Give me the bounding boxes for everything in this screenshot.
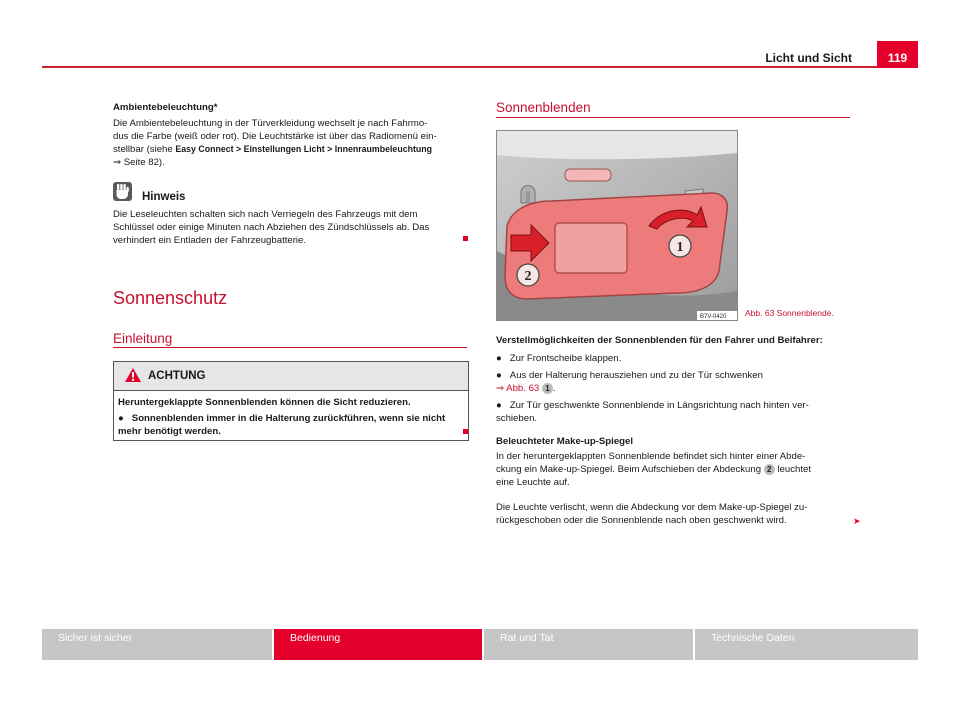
section-heading-sonnenschutz: Sonnenschutz	[113, 288, 228, 308]
mirror-para2-line-2: rückgeschoben oder die Sonnenblende nach oben geschwenkt wird.	[496, 515, 787, 526]
ambient-line-3	[113, 143, 432, 156]
footer-tab-technische-daten[interactable]	[695, 629, 918, 660]
footer-tab-label: Bedienung	[290, 632, 341, 644]
section-rule	[496, 117, 850, 118]
header-rule	[42, 66, 918, 68]
mirror-para2-line-1: Die Leuchte verlischt, wenn die Abdeckung vor dem Make-up-Spiegel zu-	[496, 502, 808, 513]
running-header-title: Licht und Sicht	[765, 51, 852, 65]
mirror-line-2-prefix: ckung ein Make-up-Spiegel. Beim Aufschieben der Abdeckung	[496, 464, 762, 475]
warning-line-2-text: Sonnenblenden immer in die Halterung zurückführen, wenn sie nicht	[131, 413, 446, 424]
warning-bullet: ●	[118, 413, 124, 424]
note-line-1: Die Leseleuchten schalten sich nach Verriegeln des Fahrzeugs mit dem	[113, 209, 418, 220]
footer-tab-label: Sicher ist sicher	[58, 632, 133, 644]
footer-tab-label: Rat und Tat	[500, 632, 554, 644]
subsection-rule	[113, 347, 467, 348]
bullet-marker: ●	[496, 370, 502, 381]
ambient-line-3-prefix: stellbar (siehe	[113, 144, 176, 155]
mirror-heading: Beleuchteter Make-up-Spiegel	[496, 436, 634, 447]
mirror-line-2-suffix: leuchtet	[774, 464, 812, 475]
subsection-heading-einleitung: Einleitung	[113, 331, 173, 346]
note-line-2: Schlüssel oder einige Minuten nach Abziehen des Zündschlüssels ab. Das	[113, 222, 430, 233]
mirror-line-1: In der heruntergeklappten Sonnenblende befindet sich hinter einer Abde-	[496, 451, 806, 462]
footer-tab-rat-und-tat[interactable]	[484, 629, 693, 660]
end-marker	[463, 429, 468, 434]
warning-line-1: Heruntergeklappte Sonnenblenden können die Sicht reduzieren.	[118, 397, 411, 408]
mirror-line-3: eine Leuchte auf.	[496, 477, 570, 488]
bullet-marker: ●	[496, 353, 502, 364]
callout-ref-2: 2	[764, 464, 775, 475]
figure-code: B7V-0420	[700, 314, 727, 320]
bullet-item-2-line-2	[496, 382, 556, 395]
adjust-heading: Verstellmöglichkeiten der Sonnenblenden für den Fahrer und Beifahrer:	[496, 335, 823, 346]
figure-sun-visor	[496, 130, 738, 321]
warning-box	[113, 361, 469, 441]
footer-tab-sicher[interactable]	[42, 629, 272, 660]
figure-caption: Abb. 63 Sonnenblende.	[745, 308, 834, 318]
end-marker	[463, 236, 468, 241]
bullet-item-3	[496, 399, 809, 412]
ambient-line-2: dus die Farbe (weiß oder rot). Die Leuchtstärke ist über das Radiomenü ein-	[113, 131, 437, 142]
menu-path: Easy Connect > Einstellungen Licht > Innenraumbeleuchtung	[175, 144, 433, 154]
footer-tab-label: Technische Daten	[711, 632, 795, 644]
footer-tab-bedienung[interactable]	[274, 629, 482, 660]
warning-header	[114, 362, 468, 391]
bullet-item-2	[496, 369, 763, 382]
bullet-2-text: Aus der Halterung herausziehen und zu der Tür schwenken	[509, 370, 763, 381]
note-heading: Hinweis	[142, 191, 186, 203]
bullet-item-3-line-2: schieben.	[496, 413, 538, 424]
bullet-1-text: Zur Frontscheibe klappen.	[509, 353, 622, 364]
ambient-line-1: Die Ambientebeleuchtung in der Türverkleidung wechselt je nach Fahrmo-	[113, 118, 428, 129]
note-icon	[113, 182, 132, 201]
sun-visor-illustration	[497, 131, 737, 320]
warning-triangle-icon	[124, 367, 142, 388]
section-heading-sonnenblenden: Sonnenblenden	[496, 100, 591, 115]
figure-callout-1: 1	[676, 240, 684, 255]
page-number: 119	[877, 41, 918, 68]
note-line-3: verhindert ein Entladen der Fahrzeugbatterie.	[113, 235, 307, 246]
continue-arrow-icon: ➤	[853, 516, 861, 526]
ambient-heading: Ambientebeleuchtung*	[113, 102, 218, 113]
bullet-2-end: .	[552, 383, 556, 394]
bullet-marker: ●	[496, 400, 502, 411]
ambient-page-link[interactable]: ⇒ Seite 82).	[113, 157, 165, 168]
mirror-line-2	[496, 463, 811, 476]
callout-ref-1: 1	[542, 383, 553, 394]
warning-line-3: mehr benötigt werden.	[118, 426, 221, 437]
bullet-3-text: Zur Tür geschwenkte Sonnenblende in Längsrichtung nach hinten ver-	[509, 400, 809, 411]
bullet-item-1	[496, 352, 621, 365]
warning-line-2	[118, 412, 445, 425]
warning-title: ACHTUNG	[148, 370, 206, 382]
figure-callout-2: 2	[524, 269, 532, 284]
figure-link[interactable]: ⇒ Abb. 63	[496, 383, 540, 394]
